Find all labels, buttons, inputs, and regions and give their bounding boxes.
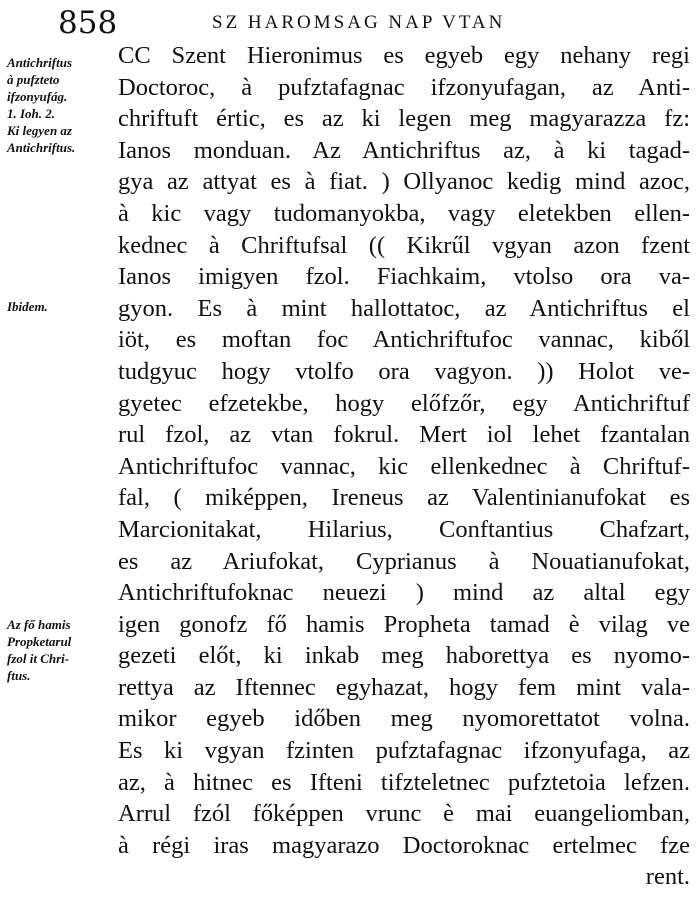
body-line: Es ki vgyan fzinten pufztafagnac ifzonyufaga, az — [118, 737, 690, 765]
margin-note-antichristus — [7, 54, 113, 156]
margin-note-line: fzol it Chri- — [7, 651, 70, 666]
body-line: gezeti előt, ki inkab meg haborettya es nyomo- — [118, 642, 690, 670]
body-line: mikor egyeb időben meg nyomorettatot volna. — [118, 705, 690, 733]
body-line: igen gonofz fő hamis Propheta tamad è vilag ve — [118, 610, 690, 638]
body-line: es az Ariufokat, Cyprianus à Nouatianufokat, — [118, 547, 690, 575]
margin-note-line: ifzonyufág. — [7, 89, 68, 104]
body-line: à régi iras magyarazo Doctoroknac ertelmec fze — [118, 831, 690, 859]
margin-note-line: Antichriftus — [7, 55, 73, 70]
running-head: SZ HAROMSAG NAP VTAN — [212, 12, 506, 33]
body-text — [118, 40, 690, 893]
body-line: Arrul fzól főképpen vrunc è mai euangeliomban, — [118, 800, 690, 828]
body-line: CC Szent Hieronimus es egyeb egy nehany regi — [118, 42, 690, 69]
page-number: 858 — [58, 5, 118, 41]
body-line: gyon. Es à mint hallottatoc, az Antichriftus el — [118, 294, 690, 322]
body-line: rettya az Iftennec egyhazat, hogy fem mint vala- — [118, 673, 690, 701]
body-line: kednec à Chriftufsal (( Kikrűl vgyan azon fzent — [118, 231, 690, 259]
body-line: tudgyuc hogy vtolfo ora vagyon. )) Holot ve- — [118, 357, 690, 385]
margin-note-line: à pufzteto — [7, 72, 60, 87]
body-line: Antichriftufoknac neuezi ) mind az altal egy — [118, 579, 690, 607]
margin-note-ibidem — [7, 298, 113, 315]
body-line: fal, ( miképpen, Ireneus az Valentinianufokat es — [118, 484, 690, 512]
body-line: gyetec efzetekbe, hogy előfzőr, egy Antichriftuf — [118, 389, 690, 417]
margin-note-line: ftus. — [7, 668, 31, 683]
margin-note-false-prophet — [7, 616, 113, 684]
margin-note-line: Az fő hamis — [7, 617, 71, 632]
body-line: Ianos monduan. Az Antichriftus az, à ki tagad- — [118, 136, 690, 164]
body-line: Marcionitakat, Hilarius, Conftantius Chafzart, — [118, 515, 690, 543]
margin-note-line: 1. Ioh. 2. — [7, 106, 56, 121]
body-line: rul fzol, az vtan fokrul. Mert iol lehet fzantalan — [118, 421, 690, 449]
body-line: gya az attyat es à fiat. ) Ollyanoc kedig mind azoc, — [118, 168, 690, 196]
body-line: Doctoroc, à pufztafagnac ifzonyufagan, az Anti- — [118, 73, 690, 101]
margin-note-line: Ki legyen az — [7, 123, 72, 138]
body-line: Antichriftufoc vannac, kic ellenkednec à Chriftuf- — [118, 452, 690, 480]
body-line: Ianos imigyen fzol. Fiachkaim, vtolso ora va- — [118, 263, 690, 291]
body-line: chriftuft értic, es az ki legen meg magyarazza fz: — [118, 105, 690, 133]
body-line: rent. — [645, 863, 690, 891]
body-line: à kic vagy tudomanyokba, vagy eletekben ellen- — [118, 199, 690, 227]
body-line: az, à hitnec es Ifteni tifzteletnec pufztetoia lefzen. — [118, 768, 690, 796]
margin-note-line: Propketarul — [7, 634, 72, 649]
body-line: iöt, es moftan foc Antichriftufoc vannac, kiből — [118, 326, 690, 354]
margin-note-line: Antichriftus. — [7, 140, 76, 155]
margin-note-line: Ibidem. — [7, 299, 48, 314]
